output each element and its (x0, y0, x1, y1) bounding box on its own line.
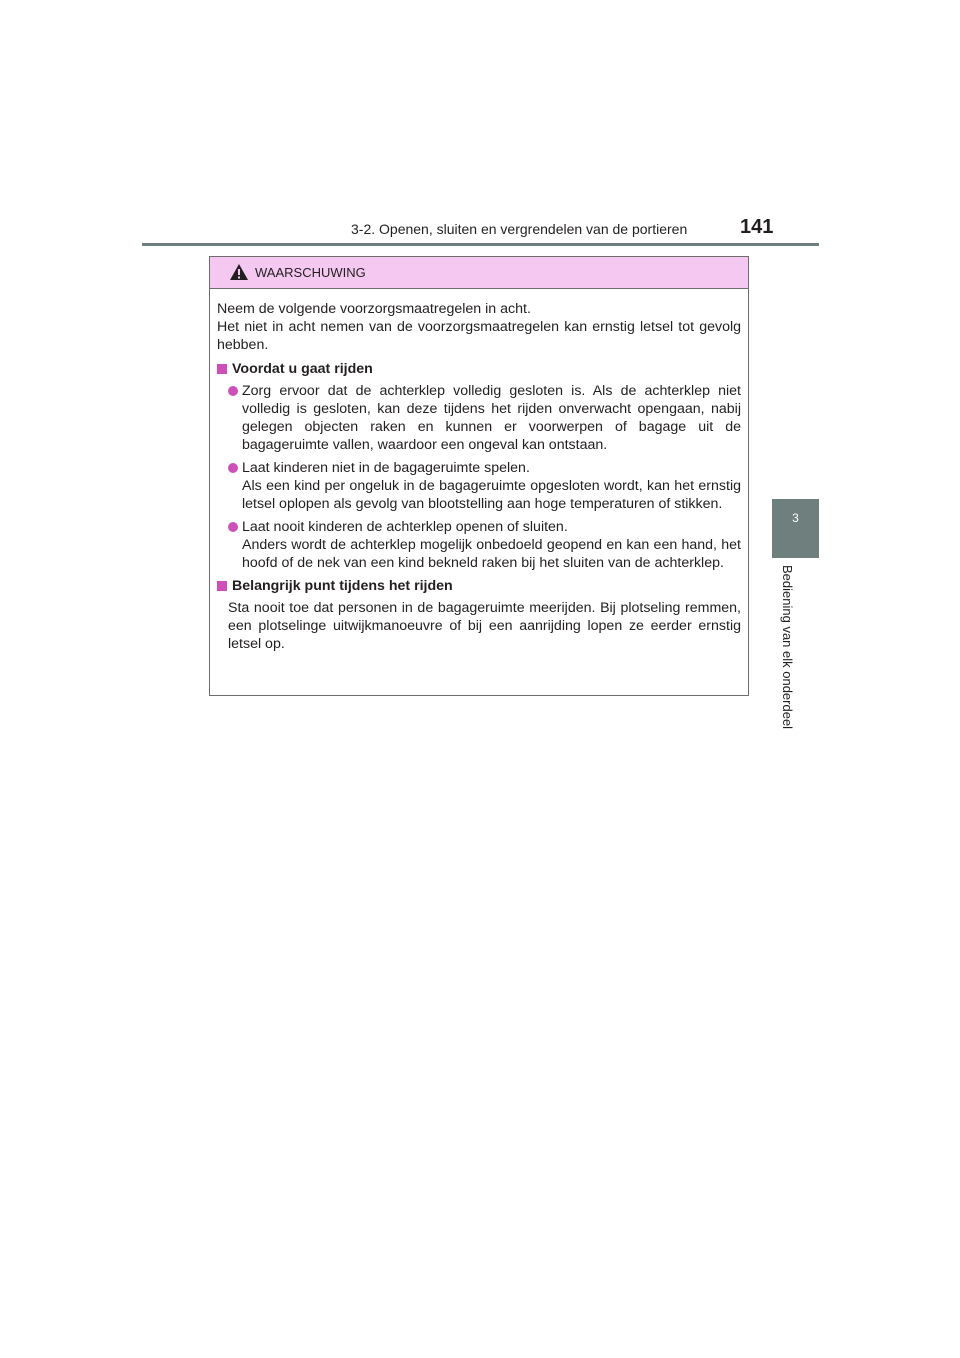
list-item-detail: Anders wordt de achterklep mogelijk onbedoeld geopend en kan een hand, het hoofd of de nek van een kind bekneld raken bij het sluiten van de achterklep. (242, 537, 741, 571)
round-bullet-icon (228, 522, 238, 532)
square-bullet-icon (217, 581, 227, 591)
list-item-detail: Als een kind per ongeluk in de bagageruimte opgesloten wordt, kan het ernstig letsel oplopen als gevolg van blootstelling aan hoge temperaturen of stikken. (242, 478, 741, 512)
page-number: 141 (740, 216, 774, 238)
warning-header (210, 257, 748, 289)
list-item-text: Laat nooit kinderen de achterklep openen of sluiten. (242, 519, 568, 535)
round-bullet-icon (228, 463, 238, 473)
section-heading-text: Belangrijk punt tijdens het rijden (232, 578, 453, 594)
warning-intro-consequence: Het niet in acht nemen van de voorzorgsmaatregelen kan ernstig letsel tot gevolg hebben. (217, 319, 741, 353)
list-item (217, 518, 741, 572)
list-item-text: Zorg ervoor dat de achterklep volledig gesloten is. Als de achterklep niet volledig is gesloten, kan deze tijdens het rijden onverwacht opengaan, nabij gelegen objecten raken en kunnen er voorwerpen of bagage uit de bagageruimte vallen, waardoor een ongeval kan ontstaan. (242, 383, 741, 453)
list-item (217, 459, 741, 513)
warning-body (210, 289, 748, 653)
section-heading-text: Voordat u gaat rijden (232, 361, 373, 377)
list-item-text: Laat kinderen niet in de bagageruimte spelen. (242, 460, 530, 476)
chapter-tab (772, 499, 819, 558)
warning-intro: Neem de volgende voorzorgsmaatregelen in acht. (217, 301, 531, 317)
chapter-label: Bediening van elk onderdeel (780, 565, 795, 730)
square-bullet-icon (217, 364, 227, 374)
section-paragraph: Sta nooit toe dat personen in de bagageruimte meerijden. Bij plotseling remmen, een plotselinge uitwijkmanoeuvre of bij een aanrijding lopen ze eerder ernstig letsel op. (228, 600, 741, 652)
header-divider (142, 243, 819, 246)
round-bullet-icon (228, 386, 238, 396)
warning-box (209, 256, 749, 696)
chapter-number: 3 (792, 511, 799, 525)
list-item (217, 382, 741, 454)
warning-title: WAARSCHUWING (255, 265, 366, 280)
section-heading-before-driving (217, 360, 741, 378)
warning-triangle-icon (229, 263, 249, 281)
section-heading-while-driving (217, 577, 741, 595)
section-title: 3-2. Openen, sluiten en vergrendelen van de portieren (351, 221, 688, 237)
